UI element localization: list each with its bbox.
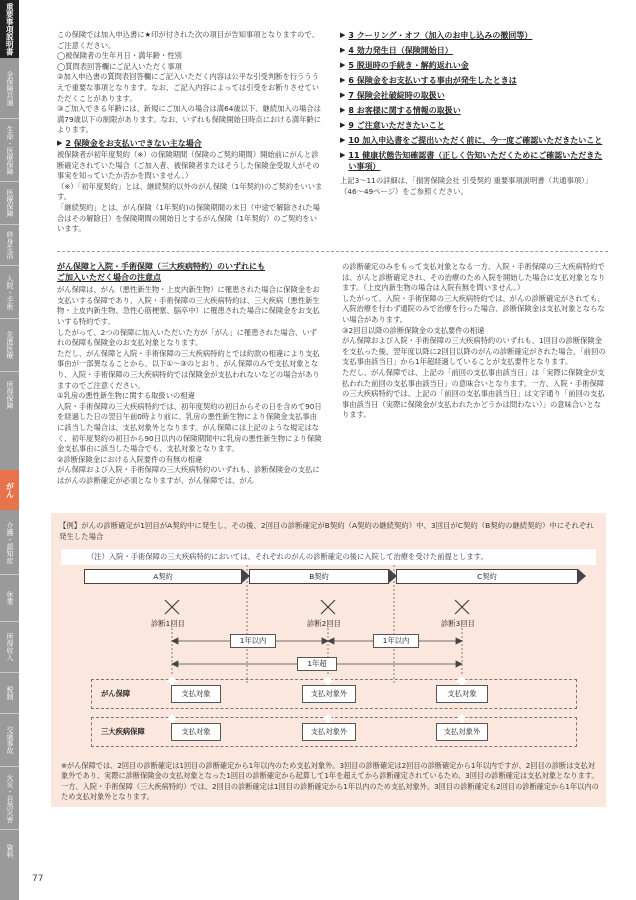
- subheading: ①乳房の悪性新生物に関する取扱いの相違: [57, 391, 195, 401]
- paragraph: 「継続契約」とは、がん保険（1年契約)の保険期間の末日（中途で解除された場合はその解除日）を保険期間の開始日とするがん保険（1年契約）のご契約をいいます。: [57, 202, 320, 234]
- paragraph: したがって、2つの保障に加入いただいた方が「がん」に罹患された場合、いずれの保障も保険金のお支払対象となります。: [57, 327, 317, 348]
- up-arrow-icon: [456, 676, 468, 682]
- triangle-icon: ▶: [340, 106, 346, 114]
- up-arrow-icon: [456, 714, 468, 720]
- status-cell: 支払対象: [171, 723, 221, 741]
- divider: [57, 251, 608, 252]
- paragraph: ◯被保険者の生年月日・満年齢・性別: [57, 51, 182, 61]
- section-link[interactable]: ▶ 11 健康状態告知確認書（正しく告知いただくためにご確認いただきたい事項）: [340, 151, 603, 171]
- diagnosis-marks: [165, 600, 469, 614]
- sidebar-item[interactable]: 入院・手術: [6, 274, 14, 310]
- arrowhead: [328, 638, 334, 644]
- details-note: 上記3〜11の詳細は、「損害保険会社 引受契約 重要事項説明書（共通事項）」（46〜49ページ）をご参照ください。: [340, 176, 593, 196]
- triangle-icon: ▶: [340, 76, 346, 84]
- sidebar-item[interactable]: 医療保障: [6, 189, 14, 217]
- arrowhead: [456, 661, 462, 667]
- sidebar-item[interactable]: 介護・認知症: [6, 522, 14, 564]
- sidebar-item[interactable]: 先進医療: [6, 331, 14, 359]
- triangle-icon: ▶: [340, 151, 346, 159]
- paragraph: 被保険者が初年度契約（※）の保険期間（保険のご契約期間）開始前にがんと診断確定されていた場合（ご加入者、被保険者またはそうした保険金受取人がその事実を知っていたか否かを問いません。）: [57, 149, 320, 181]
- row-label: がん保障: [101, 689, 131, 698]
- triangle-icon: ▶: [340, 136, 346, 144]
- paragraph: の診断確定のみをもって支払対象となる一方、入院・手術保障の三大疾病特約では、がんと診断確定され、その治療のため入院を開始した場合に支払対象となります。（上皮内新生物の場合は入院有無を問いません。）: [342, 262, 606, 293]
- index-sidebar: [0, 0, 19, 900]
- triangle-icon: ▶: [340, 91, 346, 99]
- mid-right-column: [342, 262, 608, 421]
- section-heading: ▶ 2 保険金をお支払いできない主な場合: [57, 138, 202, 148]
- arrowhead: [456, 638, 462, 644]
- contract-b-arrow: B契約: [249, 569, 389, 584]
- diagnosis-label: 診断2回目: [307, 619, 341, 628]
- sidebar-item[interactable]: 交通事故: [6, 726, 14, 754]
- section-link[interactable]: ▶ 3 クーリング・オフ（加入のお申し込みの撤回等）: [340, 31, 533, 40]
- subheading: ③2回目以降の診断保険金の支払要件の相違: [342, 325, 485, 335]
- paragraph: ◯質問表回答欄にご記入いただく事項: [57, 61, 182, 71]
- sidebar-item[interactable]: 所得収入: [6, 633, 14, 661]
- paragraph: この保険では加入申込書に★印が付された次の項目が告知事項となりますので、ご注意ください。: [57, 30, 319, 50]
- contract-a-arrow: A契約: [84, 569, 242, 584]
- section-link[interactable]: ▶ 6 保険金をお支払いする事由が発生したときは: [340, 76, 517, 85]
- sidebar-header: 重要事項説明書: [0, 0, 19, 58]
- up-arrow-icon: [322, 676, 334, 682]
- sidebar-item[interactable]: 休業: [6, 591, 14, 605]
- diagnosis-label: 診断3回目: [441, 619, 475, 628]
- sidebar-item[interactable]: 全保険共通: [6, 70, 14, 106]
- page-number: 77: [32, 874, 44, 884]
- up-arrow-icon: [322, 714, 334, 720]
- paragraph: 入院・手術保障の三大疾病特約では、初年度契約の初日からその日を含めて90日を経過した日の翌日午前0時より前に、乳房の悪性新生物により保険金支払事由に該当した場合は、支払対象外となります。がん保障には上記のような規定はなく、初年度契約の初日から90日以内の保険期間中に乳房の悪性新生物により保険金支払事由に該当した場合でも、支払対象となります。: [57, 401, 322, 454]
- interval-label: 1年以内: [230, 634, 276, 648]
- paragraph: がん保障および入院・手術保障の三大疾病特約のいずれも、1回目の診断保険金を支払った後、翌年度以降に2回目以降のがんの診断確定がされた場合、「前回の支払事由該当日」から1年超経過していることが支払要件となります。: [342, 336, 606, 367]
- contract-c-arrow: C契約: [396, 569, 578, 584]
- section-link[interactable]: ▶ 5 脱退時の手続き・解約返れい金: [340, 61, 469, 70]
- up-arrow-icon: [166, 714, 178, 720]
- sidebar-item[interactable]: 生命・医療保障: [6, 125, 14, 175]
- triangle-icon: ▶: [57, 138, 63, 147]
- section-link[interactable]: ▶ 10 加入申込書をご提出いただく前に、今一度ご確認いただきたいこと: [340, 136, 603, 145]
- paragraph: がん保障は、がん（悪性新生物・上皮内新生物）に罹患された場合に保険金をお支払いする保障であり、入院・手術保障の三大疾病特約は、三大疾病（悪性新生物・上皮内新生物、急性心筋梗塞、脳卒中）に罹患された場合に保険金をお支払いする特約です。: [57, 285, 320, 326]
- paragraph: （※）「初年度契約」とは、継続契約以外のがん保険（1年契約)のご契約をいいます。: [57, 181, 323, 202]
- arrowhead: [322, 638, 328, 644]
- sidebar-item[interactable]: 終身生活: [6, 231, 14, 259]
- row-label: 三大疾病保障: [101, 727, 145, 736]
- top-left-column: [57, 30, 324, 235]
- triangle-icon: ▶: [340, 121, 346, 129]
- sidebar-item[interactable]: 火災・自然災害: [6, 773, 14, 823]
- sidebar-item[interactable]: 資料: [6, 844, 14, 858]
- paragraph: ②加入申込書の質問表回答欄にご記入いただく内容は公平な引受判断を行うううえで重要な事項となります。なお、ご記入内容によっては引受をお断りさせていただくことがあります。: [57, 72, 320, 103]
- diagnosis-label: 診断1回目: [151, 619, 185, 628]
- section-link[interactable]: ▶ 8 お客様に関する情報の取扱い: [340, 106, 461, 115]
- paragraph: ただし、がん保障と入院・手術保障の三大疾病特約とでは約款の相違により支払事由が一部異なることから、以下①〜③のとおり、がん保障のみで支払対象となり、入院・手術保障の三大疾病特約では保険金が支払われないなどの場合がありますのでご注意ください。: [57, 348, 320, 390]
- status-cell: 支払対象外: [436, 723, 488, 741]
- arrowhead: [172, 638, 178, 644]
- section-link[interactable]: ▶ 7 保険会社破綻時の取扱い: [340, 91, 445, 100]
- up-arrow-icon: [166, 676, 178, 682]
- paragraph: がん保障および入院・手術保障の三大疾病特約のいずれも、診断保険金の支払にはがんの診断確定が必須となりますが、がん保障では、がん: [57, 465, 320, 485]
- section-heading: ご加入いただく場合の注意点: [57, 272, 161, 282]
- triangle-icon: ▶: [340, 46, 346, 54]
- paragraph: したがって、入院・手術保障の三大疾病特約では、がんの診断確定がされても、入院治療を行わず通院のみで治療を行った場合、診断保険金は支払対象とならない場合があります。: [342, 293, 605, 324]
- triangle-icon: ▶: [340, 31, 346, 39]
- mid-left-column: [57, 262, 324, 486]
- paragraph: ただし、がん保障では、上記の「前回の支払事由該当日」は「実際に保険金が支払われた前回の支払事由該当日」の意味合いとなります。一方、入院・手術保障の三大疾病特約では、上記の「前回の支払事由該当日」は文字通り「前回の支払事由該当日（実際に保険金が支払われたかどうかは問わない）」の意味合いとなります。: [342, 367, 605, 420]
- status-cell: 支払対象外: [302, 723, 356, 741]
- section-heading: がん保障と入院・手術保障（三大疾病特約）のいずれにも: [57, 262, 265, 271]
- top-right-column: [340, 30, 608, 197]
- section-link[interactable]: ▶ 9 ご注意いただきたいこと: [340, 121, 445, 130]
- sidebar-item[interactable]: 税制: [6, 686, 14, 700]
- subheading: ②診断保険金における入院要件の有無の相違: [57, 454, 203, 464]
- interval-label: 1年超: [297, 657, 337, 671]
- example-panel: [51, 513, 606, 807]
- example-note: （注）入院・手術保障の三大疾病特約においては、それぞれのがんの診断確定の後に入院して治療を受けた前提とします。: [61, 549, 596, 565]
- section-link[interactable]: ▶ 4 効力発生日（保険開始日）: [340, 46, 453, 55]
- interval-label: 1年以内: [373, 634, 419, 648]
- triangle-icon: ▶: [340, 61, 346, 69]
- status-cell: 支払対象: [436, 685, 488, 703]
- sidebar-item[interactable]: 所得保障: [6, 381, 14, 409]
- paragraph: ③ご加入できる年齢には、新規にご加入の場合は満64歳以下、継続加入の場合は満79歳以下の制限があります。なお、いずれも保険開始日時点における満年齢によります。: [57, 104, 322, 135]
- example-intro: 【例】がんの診断確定が1回目がA契約中に発生し、その後、2回目の診断確定がB契約（A契約の継続契約）中、3回目がC契約（B契約の継続契約）中にそれぞれ発生した場合: [59, 521, 594, 541]
- example-footnote: ※がん保障では、2回目の診断確定は1回目の診断確定から1年以内のため支払対象外。3回目の診断確定は2回目の診断確定から1年以内ですが、2回目の診断は支払対象外であり、実際に診断保険金の支払対象となった1回目の診断確定から起算して1年を超えてから診断確定されているため、3回目の診断確定は支払対象となります。一方、入院・手術保障（三大疾病特約）では、2回目の診断確定は1回目の診断確定から1年以内のため支払対象外。3回目の診断確定も2回目の診断確定から1年以内のため支払対象外となります。: [61, 761, 599, 801]
- arrowhead: [172, 661, 178, 667]
- status-cell: 支払対象: [171, 685, 221, 703]
- sidebar-item-active[interactable]: がん: [0, 470, 19, 510]
- status-cell: 支払対象外: [302, 685, 356, 703]
